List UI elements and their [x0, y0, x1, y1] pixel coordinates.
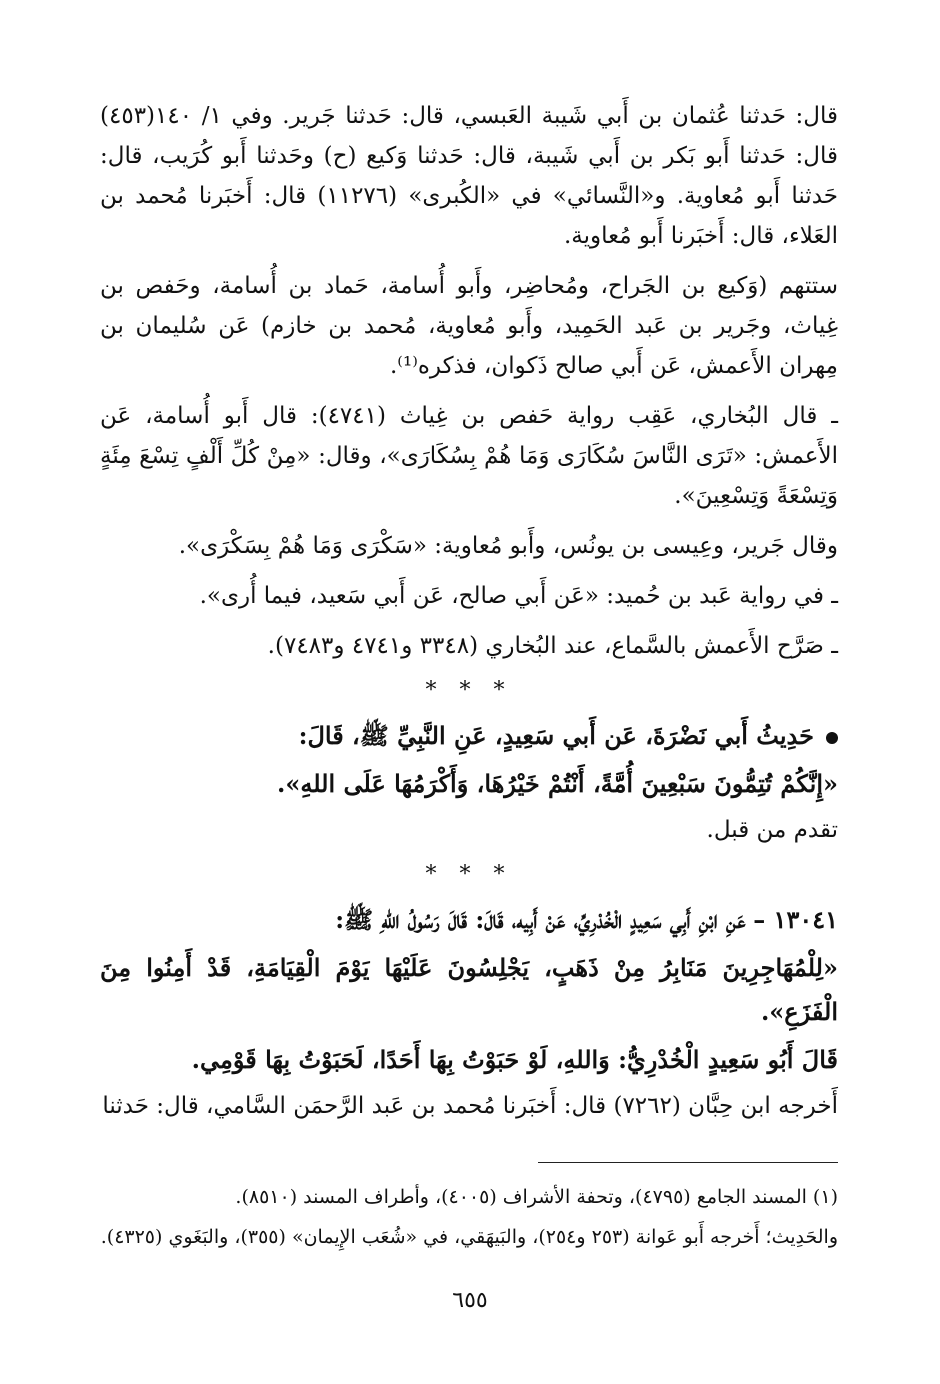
page-number: ٦٥٥: [452, 1288, 488, 1313]
hadith-nadra-note: تقدم من قبل.: [706, 817, 838, 843]
paragraph-sama-note: ـ صَرَّح الأَعمش بالسَّماع، عند البُخاري (٣٣٤٨ و٤٧٤١ و٧٤٨٣).: [267, 633, 838, 659]
hadith-13041-statement: قَالَ أَبُو سَعِيدٍ الْخُدْرِيُّ: وَاللهِ، لَوْ حَبَوْتُ بِهَا أَحَدًا، لَحَبَوْتُ بِهَا قَوْمِي.: [191, 1045, 838, 1074]
hadith-13041-chain: ١٣٠٤١ – عَنِ ابْنِ أَبِي سَعِيدٍ الْخُدْرِيِّ، عَنْ أَبِيه، قَالَ: قَالَ رَسُولُ اللهِ ﷺ:: [335, 905, 838, 934]
hadith-abu-nadra: [100, 714, 838, 850]
hadith-nadra-chain: حَدِيثُ أَبي نَضْرَةَ، عَن أَبي سَعِيدٍ، عَنِ النَّبِيِّ ﷺ، قَالَ:: [100, 714, 838, 758]
section-separator: * * *: [425, 862, 513, 887]
hadith-number: ١٣٠٤١ –: [753, 905, 838, 934]
hadith-nadra-text: «إِنَّكُمْ تُتِمُّونَ سَبْعِينَ أُمَّةً، أَنْتُمْ خَيْرُهَا، وَأَكْرَمُهَا عَلَى اللهِ».: [277, 769, 838, 798]
paragraph-abd-bin-humaid-note: ـ في رواية عَبد بن حُميد: «عَن أَبي صالح، عَن أَبي سَعيد، فيما أُرى».: [199, 583, 838, 609]
paragraph-bukhari-note: ـ قال البُخاري، عَقِب رواية حَفص بن غِياث (٤٧٤١): قال أَبو أُسامة، عَن الأَعمش: «تَرَى النَّاسَ سُكَارَى وَمَا هُمْ بِسُكَارَى»، وقال: «مِنْ كُلِّ أَلْفٍ تِسْعَ مِئَةٍ وَتِسْعَةً وَتِسْعِينَ».: [100, 403, 838, 509]
hadith-13041: [100, 898, 838, 1126]
footnote-1: (١) المسند الجامع (٤٧٩٥)، وتحفة الأشراف (٤٠٠٥)، وأطراف المسند (٨٥١٠).: [235, 1186, 838, 1208]
hadith-13041-text: «لِلْمُهَاجِرِينَ مَنَابِرُ مِنْ ذَهَبٍ، يَجْلِسُونَ عَلَيْهَا يَوْمَ الْقِيَامَةِ، قَدْ أَمِنُوا مِنَ الْفَزَعِ».: [100, 953, 838, 1026]
paragraph-six-narrators: ستتهم (وَكيع بن الجَراح، ومُحاضِر، وأَبو أُسامة، حَماد بن أُسامة، وحَفص بن غِياث، وجَرير بن عَبد الحَمِيد، وأَبو مُعاوية، مُحمد بن خازم) عَن سُليمان بن مِهران الأَعمش، عَن أَبي صالح ذَكوان، فذكره⁽¹⁾.: [100, 273, 838, 379]
paragraph-jarir-note: وقال جَرير، وعِيسى بن يونُس، وأَبو مُعاوية: «سَكْرَى وَمَا هُمْ بِسَكْرَى».: [178, 533, 838, 559]
paragraph-isnad-continuation: قال: حَدثنا عُثمان بن أَبي شَيبة العَبسي، قال: حَدثنا جَرير. وفي ١/ ١٤٠(٤٥٣) قال: حَدثنا أَبو بَكر بن أَبي شَيبة، قال: حَدثنا وَكيع (ح) وحَدثنا أَبو كُرَيب، قال: حَدثنا أَبو مُعاوية. و«النَّسائي» في «الكُبرى» (١١٢٧٦) قال: أَخبَرنا مُحمد بن العَلاء، قال: أَخبَرنا أَبو مُعاوية.: [100, 103, 838, 249]
section-separator: * * *: [425, 678, 513, 703]
footnote-2: والحَدِيث؛ أَخرجه أَبو عَوانة (٢٥٣ و٢٥٤)، والبَيهَقي، في «شُعَب الإِيمان» (٣٥٥)، والبَغَوي (٤٣٢٥).: [100, 1226, 838, 1248]
hadith-13041-takhrij: أَخرجه ابن حِبَّان (٧٢٦٢) قال: أَخبَرنا مُحمد بن عَبد الرَّحمَن السَّامي، قال: حَدثنا: [102, 1093, 838, 1119]
bullet-icon: [826, 732, 838, 744]
footnote-divider: [538, 1162, 838, 1163]
